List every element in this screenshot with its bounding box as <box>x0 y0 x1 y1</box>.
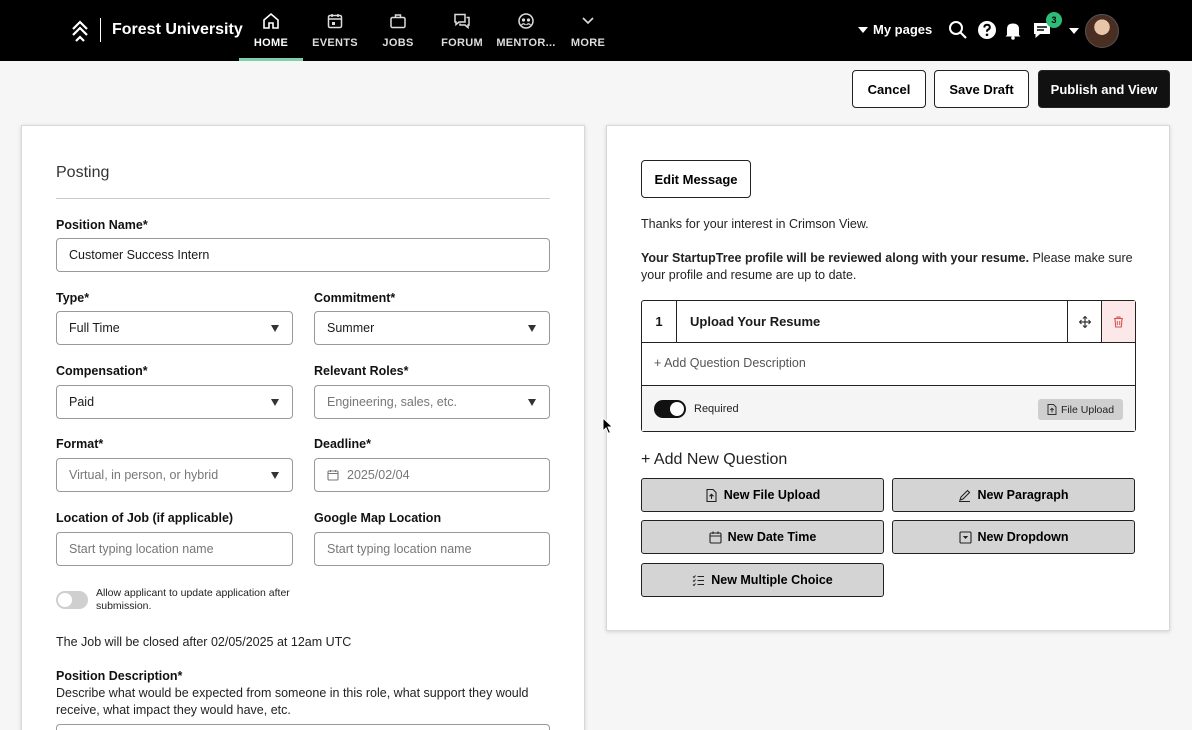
dropdown-arrow-icon <box>271 399 279 406</box>
nav-jobs-label: JOBS <box>382 37 414 49</box>
cancel-button[interactable]: Cancel <box>852 70 926 108</box>
search-icon[interactable] <box>948 20 968 40</box>
nav-forum[interactable] <box>430 12 494 49</box>
university-logo-icon <box>70 18 90 42</box>
required-label: Required <box>694 403 739 415</box>
type-label: Type* <box>56 291 90 305</box>
publish-and-view-button[interactable]: Publish and View <box>1038 70 1170 108</box>
dropdown-arrow-icon <box>528 325 536 332</box>
location-input[interactable] <box>56 532 293 566</box>
nav-more[interactable] <box>556 12 620 49</box>
allow-update-label: Allow applicant to update application after submission. <box>96 587 290 612</box>
google-map-placeholder: Start typing location name <box>327 542 472 556</box>
commitment-value: Summer <box>327 321 375 335</box>
allow-update-toggle[interactable] <box>56 591 88 609</box>
question-number: 1 <box>642 301 677 342</box>
brand-separator <box>100 18 101 42</box>
type-select[interactable] <box>56 311 293 345</box>
posting-card <box>21 125 585 730</box>
nav-mentor[interactable] <box>494 12 558 49</box>
profile-note <box>641 250 1141 284</box>
google-map-label: Google Map Location <box>314 511 442 525</box>
question-footer <box>642 385 1135 431</box>
nav-mentor-label: MENTOR... <box>496 37 556 49</box>
mentor-icon <box>517 12 535 30</box>
position-name-label: Position Name* <box>56 218 148 232</box>
relevant-roles-placeholder: Engineering, sales, etc. <box>327 395 457 409</box>
trash-icon <box>1113 316 1124 328</box>
brand-name: Forest University <box>112 21 243 38</box>
dropdown-arrow-icon <box>271 472 279 479</box>
pen-icon <box>958 489 971 502</box>
add-new-question-heading: + Add New Question <box>641 451 788 468</box>
calendar-icon <box>327 469 339 481</box>
new-multiple-choice-button[interactable] <box>641 563 884 597</box>
position-description-help: Describe what would be expected from someone in this role, what support they would receive, what impact they would have, etc. <box>56 686 529 717</box>
deadline-label: Deadline* <box>314 437 371 451</box>
position-name-value: Customer Success Intern <box>69 248 210 262</box>
compensation-value: Paid <box>69 395 95 409</box>
notification-badge: 3 <box>1046 12 1062 28</box>
posting-title: Posting <box>56 164 110 181</box>
question-type-label: File Upload <box>1060 403 1115 416</box>
compensation-label: Compensation* <box>56 364 148 378</box>
delete-question-button[interactable] <box>1101 301 1135 342</box>
home-icon <box>262 12 280 30</box>
caret-down-icon <box>858 27 868 33</box>
location-label: Location of Job (if applicable) <box>56 511 234 525</box>
dropdown-icon <box>959 531 972 544</box>
forum-icon <box>453 12 471 30</box>
question-card <box>641 300 1136 432</box>
chevron-down-icon <box>579 12 597 30</box>
active-nav-indicator <box>239 58 303 61</box>
close-notice: The Job will be closed after 02/05/2025 at 12am UTC <box>56 635 352 649</box>
format-label: Format* <box>56 437 104 451</box>
question-title[interactable]: Upload Your Resume <box>690 314 821 329</box>
required-toggle[interactable] <box>654 400 686 418</box>
position-name-input[interactable] <box>56 238 550 272</box>
deadline-input[interactable] <box>314 458 550 492</box>
save-draft-button[interactable]: Save Draft <box>934 70 1029 108</box>
new-file-upload-label: New File Upload <box>723 488 821 502</box>
location-placeholder: Start typing location name <box>69 542 214 556</box>
compensation-select[interactable] <box>56 385 293 419</box>
help-icon[interactable] <box>977 20 997 40</box>
top-navigation <box>0 0 1192 61</box>
nav-more-label: MORE <box>570 37 606 49</box>
google-map-input[interactable] <box>314 532 550 566</box>
new-date-time-button[interactable] <box>641 520 884 554</box>
nav-events-label: EVENTS <box>312 37 358 49</box>
thanks-message: Thanks for your interest in Crimson View. <box>641 217 869 231</box>
format-placeholder: Virtual, in person, or hybrid <box>69 468 219 482</box>
format-select[interactable] <box>56 458 293 492</box>
profile-note-rest: Please make sure your profile and resume are up to date. <box>641 251 1133 282</box>
my-pages-label: My pages <box>873 22 933 37</box>
dropdown-arrow-icon <box>528 399 536 406</box>
file-upload-icon <box>705 489 718 502</box>
position-description-editor[interactable] <box>56 724 550 730</box>
profile-note-bold: Your StartupTree profile will be reviewed along with your resume. <box>641 251 1030 265</box>
relevant-roles-label: Relevant Roles* <box>314 364 409 378</box>
new-file-upload-button[interactable] <box>641 478 884 512</box>
new-multiple-choice-label: New Multiple Choice <box>711 573 833 587</box>
account-caret-icon[interactable] <box>1069 28 1079 34</box>
calendar-icon <box>326 12 344 30</box>
nav-events[interactable] <box>303 12 367 49</box>
application-card <box>606 125 1170 631</box>
new-date-time-label: New Date Time <box>727 530 817 544</box>
relevant-roles-select[interactable] <box>314 385 550 419</box>
question-header <box>642 301 1135 343</box>
nav-jobs[interactable] <box>366 12 430 49</box>
position-description-label: Position Description* <box>56 669 183 683</box>
nav-home[interactable] <box>239 12 303 49</box>
edit-message-button[interactable]: Edit Message <box>641 160 751 198</box>
mouse-cursor-icon <box>602 417 614 435</box>
dropdown-arrow-icon <box>271 325 279 332</box>
new-dropdown-button[interactable] <box>892 520 1135 554</box>
nav-home-label: HOME <box>253 37 289 49</box>
my-pages-dropdown[interactable] <box>858 22 932 37</box>
new-paragraph-label: New Paragraph <box>977 488 1069 502</box>
commitment-select[interactable] <box>314 311 550 345</box>
new-paragraph-button[interactable] <box>892 478 1135 512</box>
question-type-chip <box>1038 399 1123 420</box>
add-question-description[interactable]: + Add Question Description <box>654 356 806 370</box>
file-upload-icon <box>1047 404 1057 415</box>
checklist-icon <box>692 574 705 587</box>
bell-icon[interactable] <box>1003 20 1023 40</box>
move-icon <box>1079 316 1091 328</box>
new-dropdown-label: New Dropdown <box>977 530 1069 544</box>
user-avatar[interactable] <box>1085 14 1119 48</box>
commitment-label: Commitment* <box>314 291 396 305</box>
move-question-button[interactable] <box>1067 301 1101 342</box>
deadline-value: 2025/02/04 <box>347 468 410 482</box>
section-divider <box>56 198 550 199</box>
calendar-icon <box>709 531 722 544</box>
type-value: Full Time <box>69 321 120 335</box>
briefcase-icon <box>389 12 407 30</box>
brand[interactable] <box>70 16 243 44</box>
nav-forum-label: FORUM <box>441 37 483 49</box>
